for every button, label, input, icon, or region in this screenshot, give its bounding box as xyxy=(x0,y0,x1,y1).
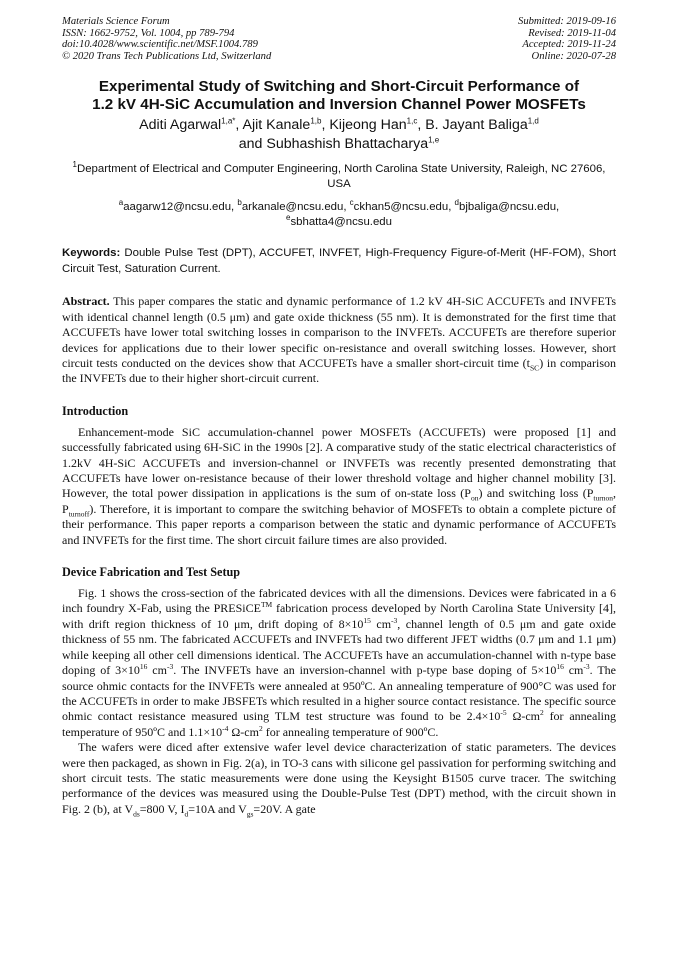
superscript: -3 xyxy=(391,615,398,625)
email-link[interactable]: sbhatta4@ncsu.edu xyxy=(290,215,392,228)
abstract-label: Abstract. xyxy=(62,294,110,309)
date-accepted: Accepted: 2019-11-24 xyxy=(522,39,616,51)
superscript: 16 xyxy=(139,662,148,672)
email-link[interactable]: bjbaliga@ncsu.edu, xyxy=(459,201,560,214)
paragraph-text: =10A and V xyxy=(188,801,247,816)
title-line-2: 1.2 kV 4H-SiC Accumulation and Inversion Channel Power MOSFETs xyxy=(92,96,586,114)
subscript: d xyxy=(184,809,189,819)
abstract-text: This paper compares the static and dynamic performance of 1.2 kV 4H-SiC ACCUFETs and INVFETs with identical channel length (0.5 μm) and gate oxide thickness (55 nm). It is demonstrated for the first time that ACCUFETs have lower total switching losses in comparison to the INVFETs. ACCUFETs are therefore superior devices for applications due to their lower specific on-resistance and overall switching losses. However, short circuit tests conducted on the devices show that ACCUFETs have a smaller short-circuit time (t xyxy=(62,294,616,370)
paragraph-text: fabrication process developed by North Carolina State University [4], with drift region thickness of 10 μm, drift doping of 8×10 xyxy=(62,601,616,631)
section-heading-fabrication: Device Fabrication and Test Setup xyxy=(62,565,241,580)
superscript: -3 xyxy=(166,662,174,672)
paragraph-text: =800 V, I xyxy=(139,801,185,816)
subscript: turnon xyxy=(593,493,613,503)
superscript: -3 xyxy=(583,662,590,672)
journal-doi: doi:10.4028/www.scientific.net/MSF.1004.789 xyxy=(62,39,258,51)
paragraph-text: cm xyxy=(370,616,392,631)
paragraph-text: cm xyxy=(147,663,167,678)
author-affil-mark: 1,c xyxy=(406,116,418,126)
superscript: TM xyxy=(260,600,273,610)
author-name: Subhashish Bhattacharya xyxy=(266,136,429,153)
journal-name: Materials Science Forum xyxy=(62,16,170,27)
author-name: Kijeong Han xyxy=(329,117,407,134)
author-affil-mark: 1,b xyxy=(310,116,322,126)
email-mark: a xyxy=(118,198,124,208)
abstract xyxy=(62,294,616,386)
author-list: Aditi Agarwal$^{1,a*}$, Ajit Kanale$^{1,b}$, Kijeong Han$^{1,c}$, B. Jayant Baliga$^{1,d}$ and Subhashish Bhattacharya$^{1,e}$ xyxy=(139,116,539,153)
title-line-1: Experimental Study of Switching and Short-Circuit Performance of xyxy=(98,78,580,96)
author-name: Aditi Agarwal xyxy=(139,117,222,134)
paragraph-text: ) and switching loss (P xyxy=(478,486,594,501)
abstract-text: ) in comparison the INVFETs due to their higher short-circuit current. xyxy=(62,356,616,386)
author-name: B. Jayant Baliga xyxy=(425,117,528,134)
paragraph-text: Fig. 1 shows the cross-section of the fabricated devices with all the dimensions. Devices were fabricated in a 6 inch foundry X-Fab, using the PRESiCE xyxy=(62,586,616,616)
superscript: 2 xyxy=(540,708,544,718)
journal-issn: ISSN: 1662-9752, Vol. 1004, pp 789-794 xyxy=(62,27,235,39)
affiliation-text: Department of Electrical and Computer Engineering, North Carolina State University, Raleigh, NC 27606, USA xyxy=(77,163,606,191)
subscript: ds xyxy=(133,809,140,819)
paragraph-text: . The INVFETs have an inversion-channel with p-type base doping of 5×10 xyxy=(173,663,557,678)
fabrication-paragraph-1 xyxy=(62,586,616,740)
paragraph-text: =20V. A gate xyxy=(253,801,316,816)
fabrication-paragraph-2 xyxy=(62,740,616,817)
email-link[interactable]: arkanale@ncsu.edu, xyxy=(241,201,347,214)
superscript: -4 xyxy=(222,723,229,733)
superscript: 15 xyxy=(363,615,371,625)
paragraph-text: . The source ohmic contacts for the INVFETs were annealed at 950ºC. An annealing temperature of 900°C was used for the ACCUFETs in order to make JBSFETs which resulted in a higher source contact resistance. The specific source ohmic contact resistance measured using TLM test structure was found to be 2.4×10 xyxy=(62,663,616,724)
section-heading-introduction: Introduction xyxy=(62,403,129,418)
date-submitted: Submitted: 2019-09-16 xyxy=(518,16,616,27)
paragraph-text: Enhancement-mode SiC accumulation-channel power MOSFETs (ACCUFETs) were proposed [1] and successfully fabricated using 6H-SiC in the 1990s [2]. A comparative study of the static electrical characteristics of 1.2kV 4H-SiC ACCUFETs and inversion-channel or INVFETs was recently presented demonstrating that ACCUFETs have lower on-resistance because of their lower threshold voltage and higher channel mobility [3]. However, the total power dissipation in applications is the sum of on-state loss (P xyxy=(62,424,616,501)
subscript: on xyxy=(470,493,479,503)
email-mark: b xyxy=(237,198,242,208)
subscript: turnoff xyxy=(68,509,90,519)
intro-paragraph xyxy=(62,425,616,548)
author-affil-mark: 1,a* xyxy=(221,116,236,126)
author-conjunction: and xyxy=(238,136,267,153)
subscript: SC xyxy=(530,363,540,373)
superscript: 2 xyxy=(258,723,263,733)
paragraph-text: for annealing temperature of 950ºC and 1.1×10 xyxy=(62,709,617,739)
email-link[interactable]: ckhan5@ncsu.edu, xyxy=(353,201,452,214)
publication-dates xyxy=(518,16,616,62)
keywords-text: Double Pulse Test (DPT), ACCUFET, INVFET, High-Frequency Figure-of-Merit (HF-FOM), Short Circuit Test, Saturation Current. xyxy=(62,247,616,275)
author-affil-mark: 1,d xyxy=(527,116,539,126)
email-link[interactable]: aagarw12@ncsu.edu, xyxy=(123,201,235,214)
paragraph-text: The wafers were diced after extensive wafer level device characterization of static parameters. The devices were then packaged, as shown in Fig. 2(a), in TO-3 cans with silicone gel passivation for performing switching and short circuit tests. The static measurements were done using the Keysight B1505 curve tracer. The switching performance of the devices was measured using the Double-Pulse Test (DPT) method, with the circuit shown in Fig. 2 (b), at V xyxy=(62,740,616,816)
keywords-label: Keywords: xyxy=(62,247,121,260)
subscript: gs xyxy=(246,809,254,819)
author-affil-mark: 1,e xyxy=(428,135,440,145)
superscript: 16 xyxy=(556,662,564,672)
paragraph-text: ). Therefore, it is important to compare the switching behavior of MOSFETs to obtain a complete picture of their performance. This paper reports a comparison between the static and dynamic performance of ACCUFETs and INVFETs for the first time. The short circuit failure times are also provided. xyxy=(62,501,616,547)
paragraph-text: for annealing temperature of 900ºC. xyxy=(262,724,439,739)
superscript: -5 xyxy=(500,708,507,718)
journal-info xyxy=(62,16,271,62)
paragraph-text: , channel length of 0.5 μm and gate oxide thickness of 55 nm. The fabricated ACCUFETs and INVFETs had two different JFET widths (0.7 μm and 1.1 μm) while keeping all other cell dimensions identical. The ACCUFETs have an accumulation-channel with n-type base doping of 3×10 xyxy=(62,616,616,678)
affiliation-mark: 1 xyxy=(72,160,77,170)
email-mark: c xyxy=(349,198,354,208)
journal-copyright: © 2020 Trans Tech Publications Ltd, Switzerland xyxy=(62,50,272,62)
paragraph-text: Ω-cm xyxy=(228,724,259,739)
paragraph-text: cm xyxy=(563,663,584,678)
email-mark: d xyxy=(454,198,459,208)
paragraph-text: , P xyxy=(62,486,616,516)
email-list xyxy=(62,200,616,229)
affiliation xyxy=(62,162,616,192)
paper-title xyxy=(62,78,616,114)
date-online: Online: 2020-07-28 xyxy=(531,50,616,62)
paragraph-text: Ω-cm xyxy=(506,709,541,724)
author-name: Ajit Kanale xyxy=(242,117,311,134)
date-revised: Revised: 2019-11-04 xyxy=(528,27,616,39)
keywords xyxy=(62,246,616,277)
journal-header xyxy=(62,16,616,62)
email-mark: e xyxy=(286,213,291,223)
